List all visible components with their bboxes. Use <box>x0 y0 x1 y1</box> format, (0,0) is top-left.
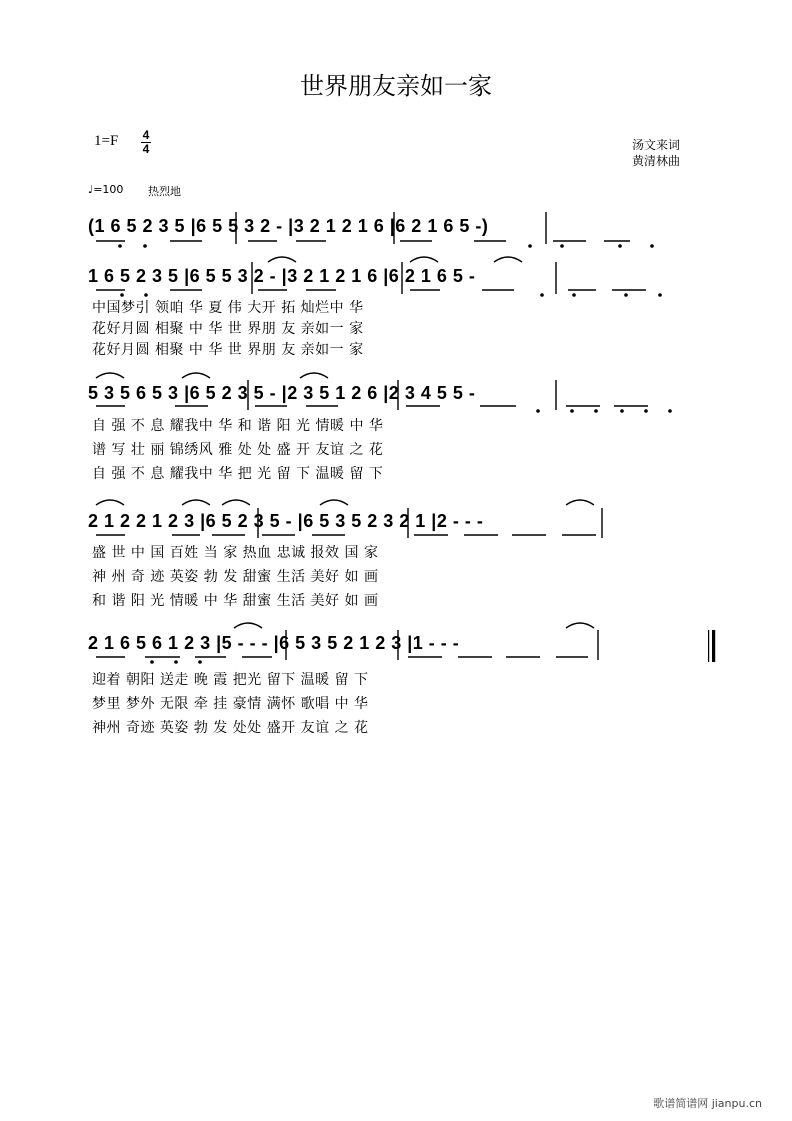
lyrics-line-2-verse-2: 花好月圆 相聚 中 华 世 界朋 友 亲如一 家 <box>92 321 364 337</box>
key-signature: 1=F <box>94 133 119 149</box>
lyrics-line-5-verse-1: 迎着 朝阳 送走 晚 霞 把光 留下 温暖 留 下 <box>92 672 369 688</box>
notes-line-1: (1 6 5 2 3 5 |6 5 5 3 2 - |3 2 1 2 1 6 |6 2 1 6 5 -) <box>88 216 489 236</box>
time-signature-top: 4 <box>142 128 150 142</box>
expression-mark: 热烈地 <box>148 185 181 198</box>
lyrics-line-4-verse-2: 神 州 奇 迹 英姿 勃 发 甜蜜 生活 美好 如 画 <box>92 569 379 585</box>
lyrics-line-5-verse-3: 神州 奇迹 英姿 勃 发 处处 盛开 友谊 之 花 <box>92 720 369 736</box>
notes-line-2: 1 6 5 2 3 5 |6 5 5 3 2 - |3 2 1 2 1 6 |6 2 1 6 5 - <box>88 266 476 286</box>
lyrics-line-3-verse-1: 自 强 不 息 耀我中 华 和 谐 阳 光 情暖 中 华 <box>92 418 384 434</box>
lyrics-line-4-verse-3: 和 谐 阳 光 情暖 中 华 甜蜜 生活 美好 如 画 <box>92 593 379 609</box>
notes-line-5: 2 1 6 5 6 1 2 3 |5 - - - |6 5 3 5 2 1 2 3 |1 - - - <box>88 633 460 653</box>
lyricist: 汤文来词 <box>632 138 681 152</box>
time-signature-bottom: 4 <box>142 142 150 156</box>
notes-line-4: 2 1 2 2 1 2 3 |6 5 2 3 5 - |6 5 3 5 2 3 2 1 |2 - - - <box>88 511 484 531</box>
lyrics-line-2-verse-3: 花好月圆 相聚 中 华 世 界朋 友 亲如一 家 <box>92 342 364 358</box>
lyrics-line-3-verse-2: 谱 写 壮 丽 锦绣风 雅 处 处 盛 开 友谊 之 花 <box>92 442 384 458</box>
lyrics-line-5-verse-2: 梦里 梦外 无限 牵 挂 豪情 满怀 歌唱 中 华 <box>92 696 369 712</box>
lyrics-line-4-verse-1: 盛 世 中 国 百姓 当 家 热血 忠诚 报效 国 家 <box>92 545 379 561</box>
lyrics-line-3-verse-3: 自 强 不 息 耀我中 华 把 光 留 下 温暖 留 下 <box>92 466 384 482</box>
composer: 黄清林曲 <box>632 154 681 168</box>
tempo-mark: ♩=100 <box>88 183 124 196</box>
lyrics-line-2-verse-1: 中国梦引 领咱 华 夏 伟 大开 拓 灿烂中 华 <box>92 300 364 316</box>
song-title: 世界朋友亲如一家 <box>300 72 492 100</box>
notes-line-3: 5 3 5 6 5 3 |6 5 2 3 5 - |2 3 5 1 2 6 |2 3 4 5 5 - <box>88 383 476 403</box>
footer-watermark: 歌谱简谱网 jianpu.cn <box>653 1097 762 1110</box>
